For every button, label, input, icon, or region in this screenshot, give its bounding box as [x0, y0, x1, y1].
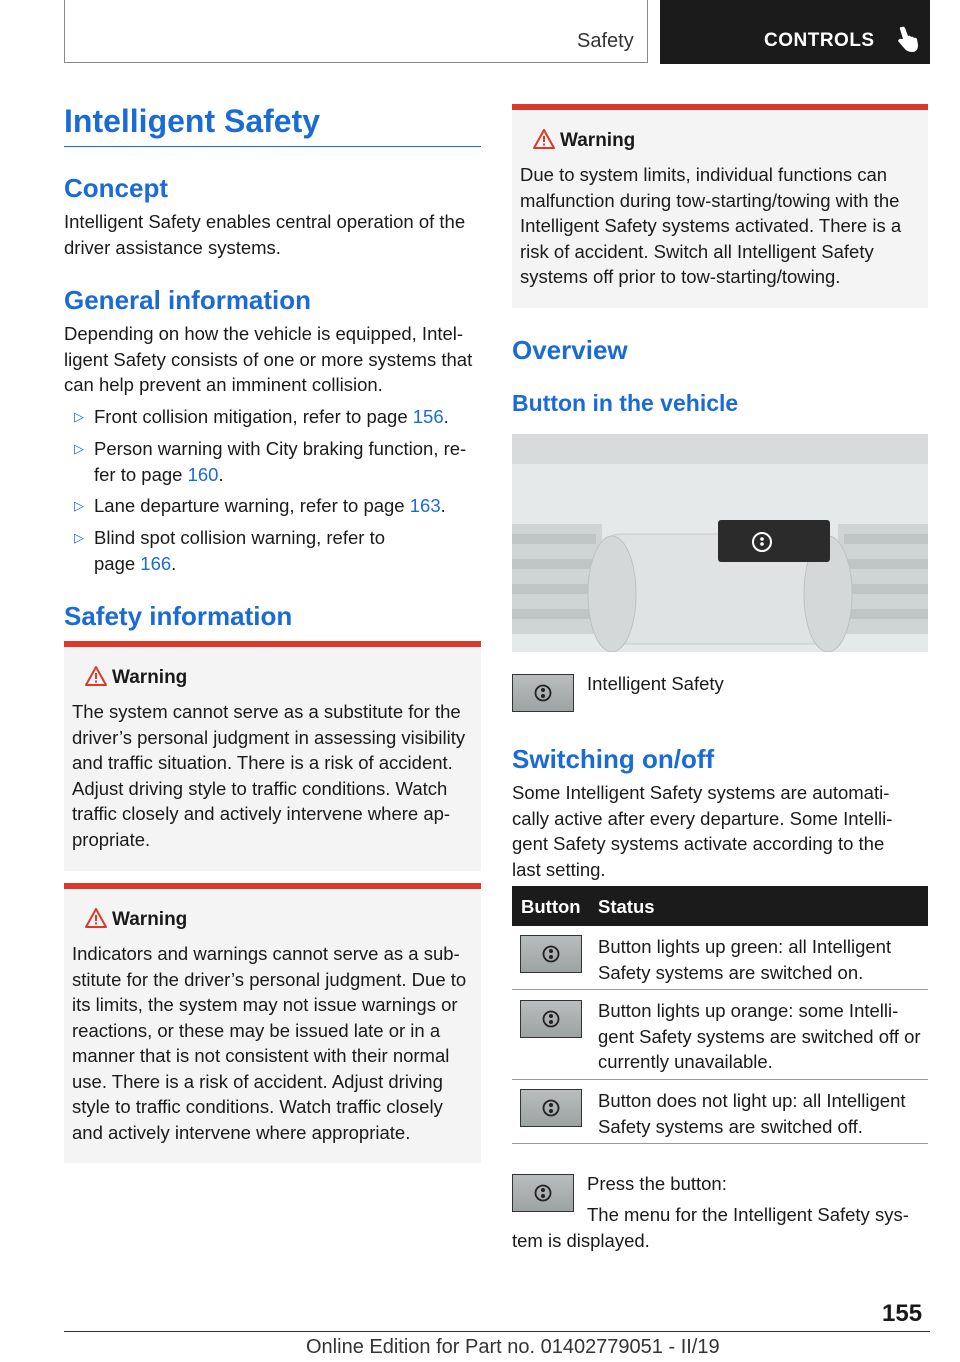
overview-heading: Overview [512, 335, 628, 365]
button-caption: Intelligent Safety [587, 673, 724, 694]
warning-text: Due to system limits, individual functions can malfunction during tow-starting/towing with the Intelligent Safety systems activated. There is a risk of accident. Switch all Intelligent Safety systems off prior to tow-starting/towing. [520, 164, 902, 287]
button-in-vehicle-heading: Button in the vehicle [512, 390, 739, 416]
general-heading: General information [64, 285, 312, 315]
status-cell: Button lights up green: all Intelligent Safety systems are switched on. [598, 936, 892, 983]
warning-box [64, 883, 481, 1163]
triangle-bullet-icon: ▷ [74, 498, 84, 513]
table-row [512, 926, 928, 990]
warning-text: The system cannot serve as a substitute for the driver’s personal judgment in assessing visibility and traffic situation. There is a risk of accident. Adjust driving style to traffic conditions. Watch traffic closely and actively intervene where ap-propriate. [72, 701, 466, 850]
page-link[interactable]: 163 [409, 495, 441, 516]
intelligent-safety-button-icon [520, 1089, 582, 1127]
concept-text: Intelligent Safety enables central operation of the driver assistance systems. [64, 211, 466, 258]
table-row [512, 990, 928, 1080]
intelligent-safety-button-icon [520, 1000, 582, 1038]
warning-triangle-icon [84, 907, 108, 929]
header-chapter-tab [660, 0, 930, 64]
table-row [512, 1080, 928, 1144]
bullet-end: . [218, 463, 224, 485]
status-table [512, 886, 928, 1144]
menu-text: The menu for the Intelligent Safety sys-tem is displayed. [512, 1204, 909, 1251]
dashboard-illustration [512, 434, 928, 652]
warning-label: Warning [560, 130, 636, 151]
general-text: Depending on how the vehicle is equipped, Intel-ligent Safety consists of one or more systems that can help prevent an imminent collision. [64, 323, 473, 395]
bullet-text: Lane departure warning, refer to page [94, 495, 410, 516]
bullet-text: Blind spot collision warning, refer to page [94, 527, 386, 574]
warning-box [512, 104, 928, 308]
header-chapter: CONTROLS [764, 30, 875, 51]
warning-triangle-icon [532, 128, 556, 150]
triangle-bullet-icon: ▷ [74, 441, 84, 456]
table-header [512, 886, 928, 926]
bullet-text: Front collision mitigation, refer to page [94, 406, 413, 427]
page-title: Intelligent Safety [64, 103, 321, 139]
status-cell: Button lights up orange: some Intelli-gent Safety systems are switched off or currently unavailable. [598, 1000, 921, 1072]
press-text: Press the button: [587, 1173, 727, 1194]
column-header: Button [521, 896, 581, 917]
header-frame [64, 0, 648, 63]
header-section: Safety [577, 30, 634, 52]
switching-heading: Switching on/off [512, 744, 715, 774]
vehicle-button-photo [512, 434, 928, 652]
intelligent-safety-button-icon [512, 674, 574, 712]
title-rule [64, 146, 481, 147]
intelligent-safety-button-icon [520, 935, 582, 973]
page-header [64, 0, 930, 64]
bullet-end: . [443, 406, 449, 427]
column-header: Status [598, 896, 655, 917]
page-link[interactable]: 166 [140, 552, 172, 574]
triangle-bullet-icon: ▷ [74, 530, 84, 545]
bullet-text: Person warning with City braking function, re-fer to page [94, 438, 467, 485]
bullet-end: . [440, 495, 446, 516]
page-link[interactable]: 156 [412, 406, 444, 427]
footer-rule [64, 1331, 930, 1332]
safety-heading: Safety information [64, 601, 293, 631]
switching-text: Some Intelligent Safety systems are automati-cally active after every departure. Some Intelli-gent Safety systems activate according to the last setting. [512, 782, 893, 880]
warning-label: Warning [112, 667, 188, 688]
warning-label: Warning [112, 909, 188, 930]
warning-box [64, 641, 481, 871]
edition-text: Online Edition for Part no. 01402779051 - II/19 [306, 1336, 720, 1358]
hand-icon [894, 26, 920, 54]
page-link[interactable]: 160 [187, 463, 219, 485]
triangle-bullet-icon: ▷ [74, 409, 84, 424]
concept-heading: Concept [64, 173, 168, 203]
page-number: 155 [882, 1300, 923, 1327]
warning-triangle-icon [84, 665, 108, 687]
warning-text: Indicators and warnings cannot serve as a sub-stitute for the driver’s personal judgment. Due to its limits, the system may not issue warnings or reactions, or these may be issued late or in a manner that is not consistent with their normal use. There is a risk of accident. Adjust driving style to traffic conditions. Watch traffic closely and actively intervene where appropriate. [72, 943, 467, 1143]
bullet-end: . [171, 552, 177, 574]
status-cell: Button does not light up: all Intelligent Safety systems are switched off. [598, 1090, 906, 1137]
